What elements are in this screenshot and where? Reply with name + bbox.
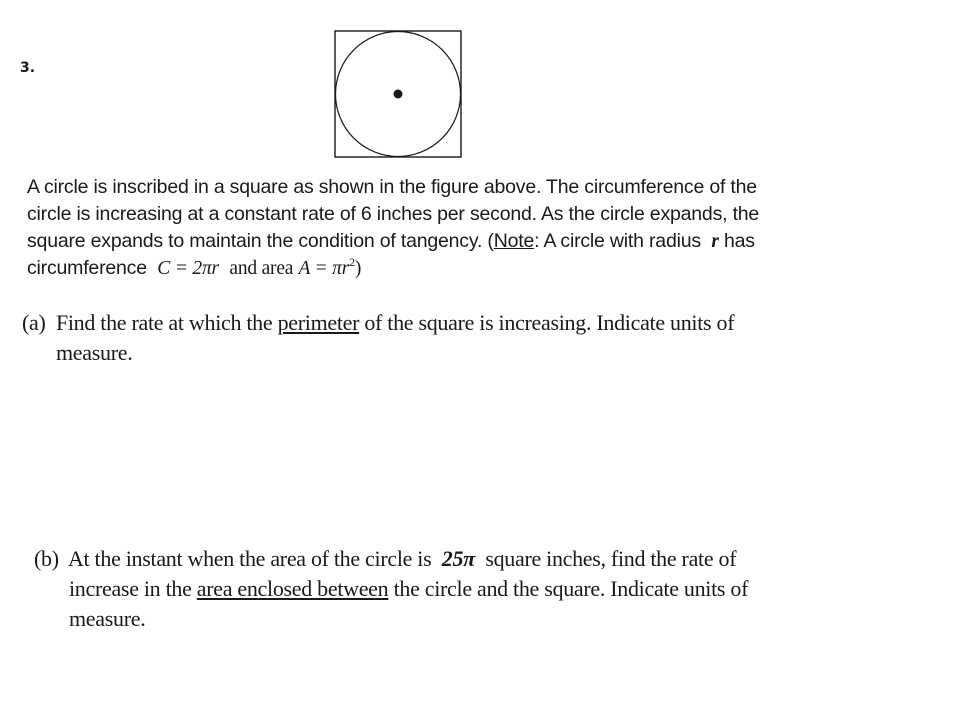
radius-symbol: r (711, 231, 719, 252)
part-a-line-2: measure. (56, 340, 133, 365)
part-b-text-before: At the instant when the area of the circle is (67, 546, 432, 571)
intro-line-4 (27, 255, 927, 282)
part-a-label: (a) (22, 310, 46, 335)
intro-line-2: circle is increasing at a constant rate of 6 inches per second. As the circle expands, the (27, 203, 760, 225)
part-b-value: 25π (441, 546, 475, 571)
part-a-line-1 (22, 308, 734, 338)
part-b-line-1 (34, 544, 748, 574)
note-has: has (723, 230, 755, 252)
inscribed-circle-figure (334, 30, 462, 158)
problem-statement (27, 174, 927, 282)
note-rest: : A circle with radius (534, 230, 701, 252)
part-b-line-3: measure. (69, 606, 146, 631)
part-a (22, 308, 734, 368)
part-b-text-after: square inches, find the rate of (485, 546, 737, 571)
part-b-underlined: area enclosed between (196, 576, 389, 601)
part-b-line2-before: increase in the (69, 576, 192, 601)
and-area: and area (229, 258, 294, 279)
circumference-word: circumference (27, 257, 147, 279)
part-a-text-before: Find the rate at which the (55, 310, 273, 335)
intro-line-3-text: square expands to maintain the condition of tangency. (27, 230, 483, 252)
circumference-formula: C = 2πr (157, 258, 219, 279)
area-formula: A = πr (298, 258, 350, 279)
intro-line-1: A circle is inscribed in a square as shown in the figure above. The circumference of the (27, 176, 757, 198)
part-b-line-2 (34, 574, 748, 604)
problem-number: 3. (20, 60, 36, 76)
center-point (394, 90, 403, 99)
note-word: Note (493, 230, 535, 252)
note-close: ) (354, 258, 362, 279)
area-exponent: 2 (349, 255, 355, 269)
part-b-label: (b) (34, 546, 59, 571)
part-b (34, 544, 748, 634)
note-open: ( (487, 230, 494, 252)
intro-line-3 (27, 228, 927, 255)
part-a-underlined: perimeter (277, 310, 360, 335)
part-a-text-after: of the square is increasing. Indicate units of (364, 310, 735, 335)
part-b-line2-after: the circle and the square. Indicate units of (393, 576, 749, 601)
